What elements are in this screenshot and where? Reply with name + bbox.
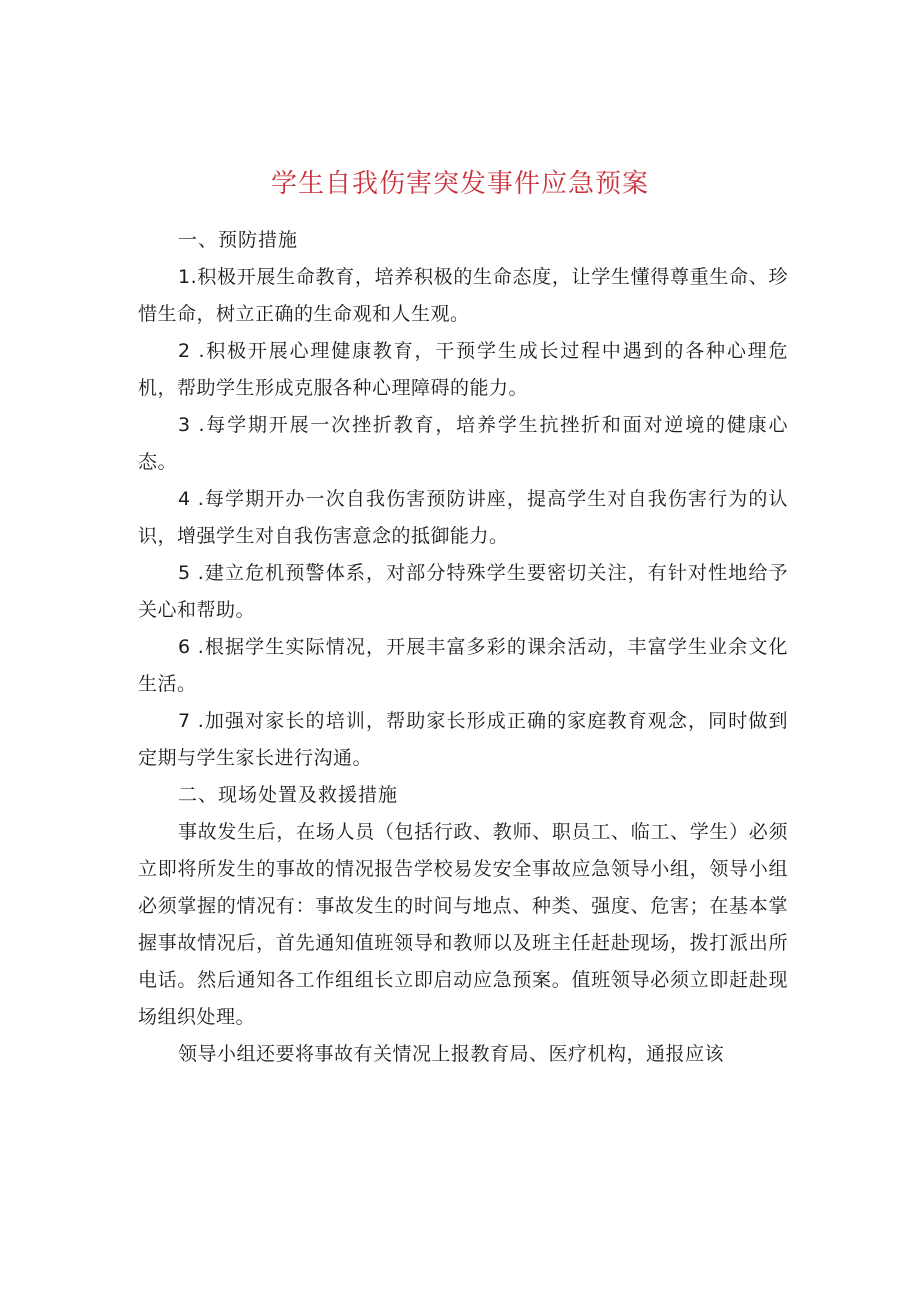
response-paragraph-2: 领导小组还要将事故有关情况上报教育局、医疗机构，通报应该	[178, 1043, 725, 1065]
response-paragraph-1: 事故发生后，在场人员（包括行政、教师、职员工、临工、学生）必须立即将所发生的事故的情况报告学校易发安全事故应急领导小组，领导小组必须掌握的情况有：事故发生的时间与地点、种类、强度、危害；在基本掌握事故情况后，首先通知值班领导和教师以及班主任赶赴现场，拨打派出所电话。然后通知各工作组组长立即启动应急预案。值班领导必须立即赶赴现场组织处理。	[138, 821, 788, 1028]
prevention-item-4: 4 .每学期开办一次自我伤害预防讲座，提高学生对自我伤害行为的认识，增强学生对自我伤害意念的抵御能力。	[138, 488, 788, 547]
prevention-item-1: 1.积极开展生命教育，培养积极的生命态度，让学生懂得尊重生命、珍惜生命，树立正确的生命观和人生观。	[138, 266, 788, 325]
prevention-item-3: 3 .每学期开展一次挫折教育，培养学生抗挫折和面对逆境的健康心态。	[138, 414, 788, 473]
prevention-item-7: 7 .加强对家长的培训，帮助家长形成正确的家庭教育观念，同时做到定期与学生家长进行沟通。	[138, 710, 788, 769]
section-heading-prevention: 一、预防措施	[178, 229, 299, 251]
document-title: 学生自我伤害突发事件应急预案	[270, 169, 649, 199]
document-body	[138, 222, 788, 1073]
prevention-item-6: 6 .根据学生实际情况，开展丰富多彩的课余活动，丰富学生业余文化生活。	[138, 636, 788, 695]
prevention-item-5: 5 .建立危机预警体系，对部分特殊学生要密切关注，有针对性地给予关心和帮助。	[138, 562, 788, 621]
section-heading-response: 二、现场处置及救援措施	[178, 784, 399, 806]
prevention-item-2: 2 .积极开展心理健康教育，干预学生成长过程中遇到的各种心理危机，帮助学生形成克服各种心理障碍的能力。	[138, 340, 788, 399]
